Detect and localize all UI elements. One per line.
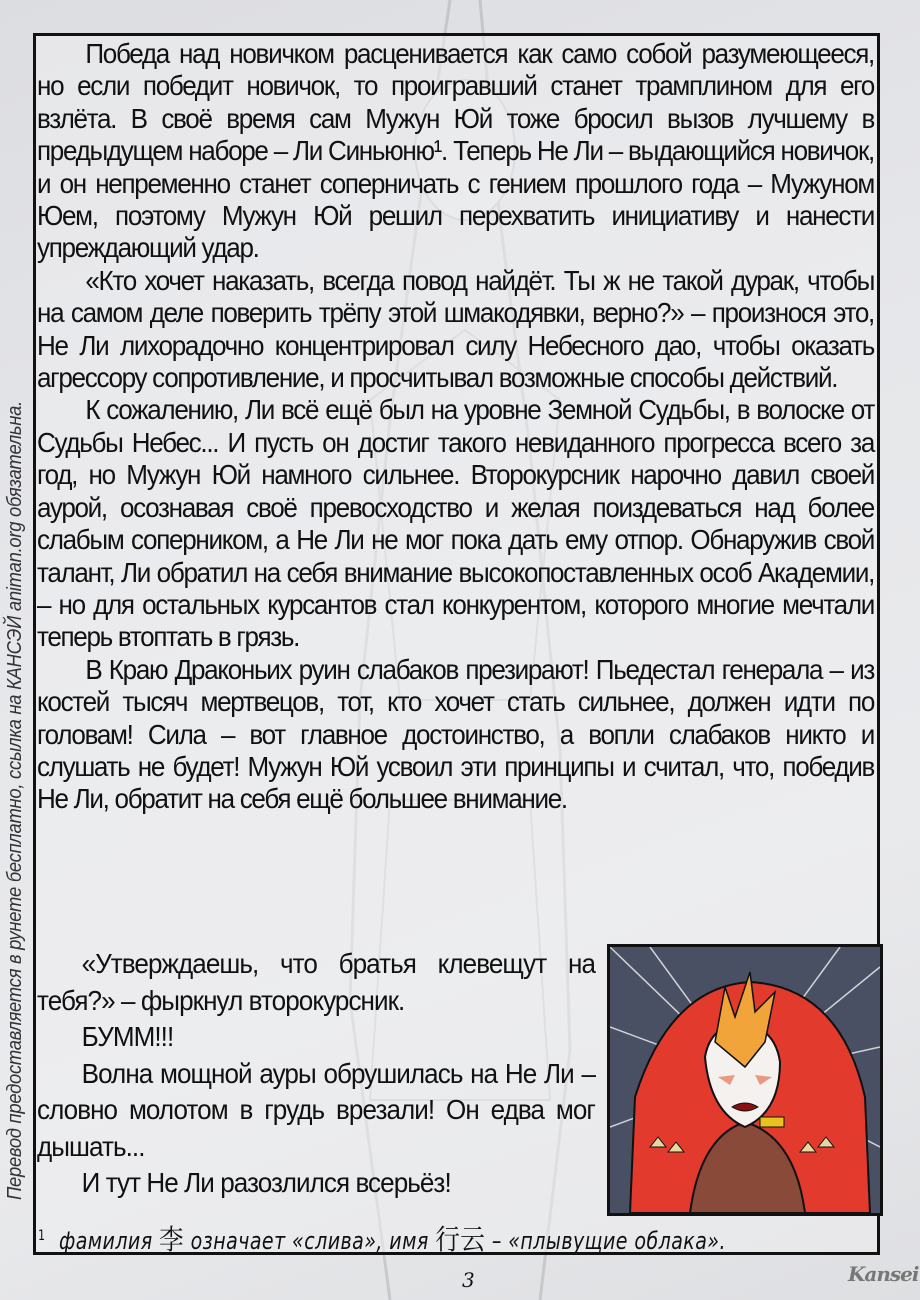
- footnote-marker: 1: [38, 1228, 46, 1244]
- paragraph: «Утверждаешь, что братья клевещут на тебя?» – фыркнул второкурсник.: [37, 948, 595, 1016]
- manga-panel-image: [607, 944, 883, 1216]
- lower-text: [37, 946, 595, 1202]
- kansei-logo: Kansei: [848, 1262, 919, 1286]
- paragraph: «Кто хочет наказать, всегда повод найдёт. Ты ж не такой дурак, чтобы на самом деле поверить трёпу этой шмакодявки, верно?» – произнося это, Не Ли лихорадочно концентрировал силу Небесного дао, чтобы оказать агрессору сопротивление, и просчитывал возможные способы действий.: [37, 264, 875, 394]
- footnote: [38, 1218, 760, 1258]
- paragraph: К сожалению, Ли всё ещё был на уровне Земной Судьбы, в волоске от Судьбы Небес... И пусть он достиг такого невиданного прогресса всего за год, но Мужун Юй намного сильнее. Второкурсник нарочно давил своей аурой, осознавая своё превосходство и желая поиздеваться над более слабым соперником, а Не Ли не мог пока дать ему отпор. Обнаружив свой талант, Ли обратил на себя внимание высокопоставленных особ Академии, – но для остальных курсантов стал конкурентом, которого многие мечтали теперь втоптать в грязь.: [37, 394, 875, 653]
- paragraph: Волна мощной ауры обрушилась на Не Ли – словно молотом в грудь врезали! Он едва мог дышать...: [37, 1057, 595, 1162]
- footnote-text: – «плывущие облака».: [491, 1227, 726, 1255]
- side-copyright-note: Перевод предоставляется в рунете бесплатно, ссылка на КАНСЭЙ animan.org обязательна.: [4, 401, 26, 1200]
- paragraph: БУММ!!!: [81, 1021, 174, 1052]
- paragraph: И тут Не Ли разозлился всерьёз!: [81, 1167, 451, 1198]
- footnote-text: фамилия: [59, 1227, 153, 1255]
- footnote-text: означает «слива», имя: [190, 1227, 429, 1255]
- angry-character-illustration: [610, 947, 880, 1213]
- page-number: 3: [462, 1268, 475, 1292]
- footnote-cjk-name: 行云: [435, 1223, 486, 1256]
- footnote-cjk-surname: 李: [159, 1223, 185, 1256]
- main-text: [37, 38, 875, 816]
- paragraph: Победа над новичком расценивается как само собой разумеющееся, но если победит новичок, то проигравший станет трамплином для его взлёта. В своё время сам Мужун Юй тоже бросил вызов лучшему в предыдущем наборе – Ли Синьюню¹. Теперь Не Ли – выдающийся новичок, и он непременно станет соперничать с гением прошлого года – Мужуном Юем, поэтому Мужун Юй решил перехватить инициативу и нанести упреждающий удар.: [37, 38, 875, 264]
- paragraph: В Краю Драконьих руин слабаков презирают! Пьедестал генерала – из костей тысяч мертвецов, тот, кто хочет стать сильнее, должен идти по головам! Сила – вот главное достоинство, а вопли слабаков никто и слушать не будет! Мужун Юй усвоил эти принципы и считал, что, победив Не Ли, обратит на себя ещё большее внимание.: [37, 653, 875, 815]
